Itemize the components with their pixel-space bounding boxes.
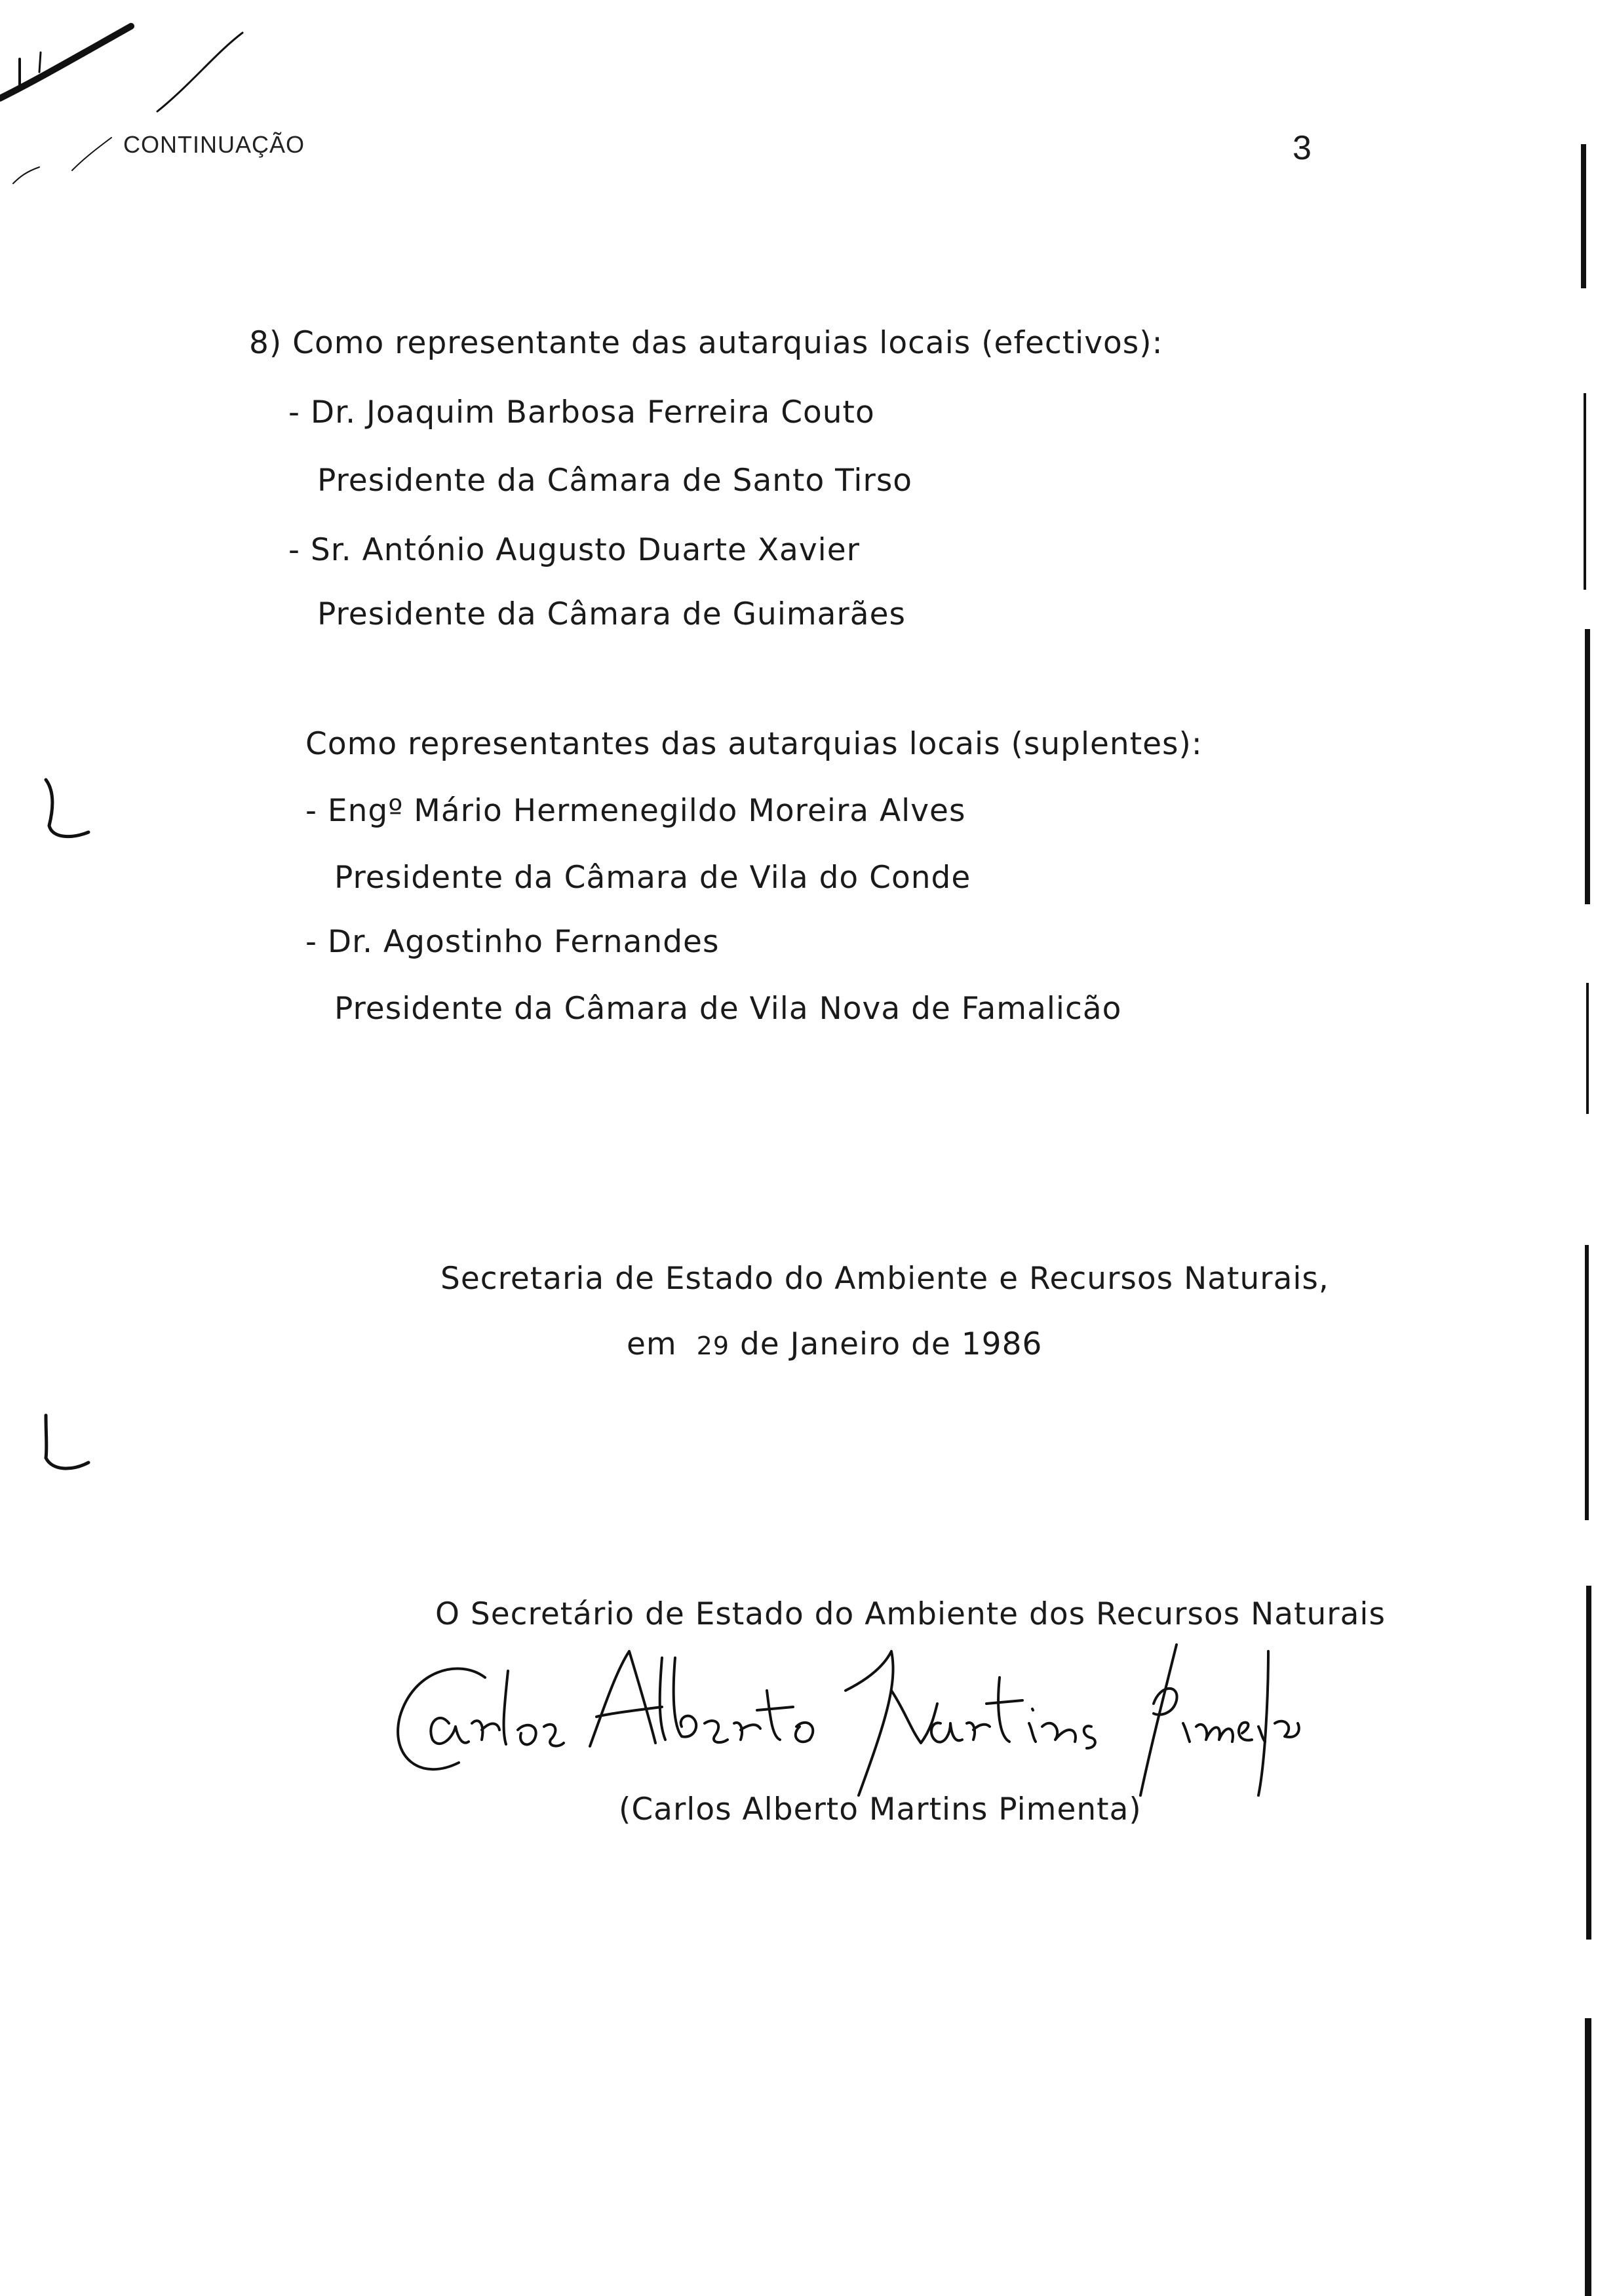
date-suffix: de Janeiro de 1986 — [739, 1326, 1043, 1362]
suplente-1-name: - Engº Mário Hermenegildo Moreira Alves — [305, 793, 966, 829]
suplente-2-name: - Dr. Agostinho Fernandes — [305, 924, 720, 960]
efectivo-2-role: Presidente da Câmara de Guimarães — [317, 596, 906, 632]
efectivo-1-role: Presidente da Câmara de Santo Tirso — [317, 463, 913, 499]
suplentes-heading: Como representantes das autarquias locais (suplentes): — [305, 726, 1203, 762]
signatory-printed-name: (Carlos Alberto Martins Pimenta) — [619, 1791, 1142, 1827]
efectivo-2-name: - Sr. António Augusto Duarte Xavier — [288, 532, 860, 568]
date-day: 29 — [696, 1331, 730, 1360]
continuation-label: CONTINUAÇÃO — [123, 131, 305, 158]
suplente-2-role: Presidente da Câmara de Vila Nova de Famalicão — [334, 991, 1122, 1027]
signatory-title: O Secretário de Estado do Ambiente dos Recursos Naturais — [435, 1596, 1386, 1632]
date-prefix: em — [627, 1326, 677, 1362]
section-8-heading: 8) Como representante das autarquias locais (efectivos): — [249, 325, 1163, 361]
efectivo-1-name: - Dr. Joaquim Barbosa Ferreira Couto — [288, 394, 875, 430]
office-line: Secretaria de Estado do Ambiente e Recursos Naturais, — [440, 1261, 1329, 1297]
date-line — [627, 1326, 1042, 1362]
suplente-1-role: Presidente da Câmara de Vila do Conde — [334, 860, 971, 896]
page-number: 3 — [1293, 129, 1312, 167]
handwritten-signature — [387, 1632, 1304, 1802]
